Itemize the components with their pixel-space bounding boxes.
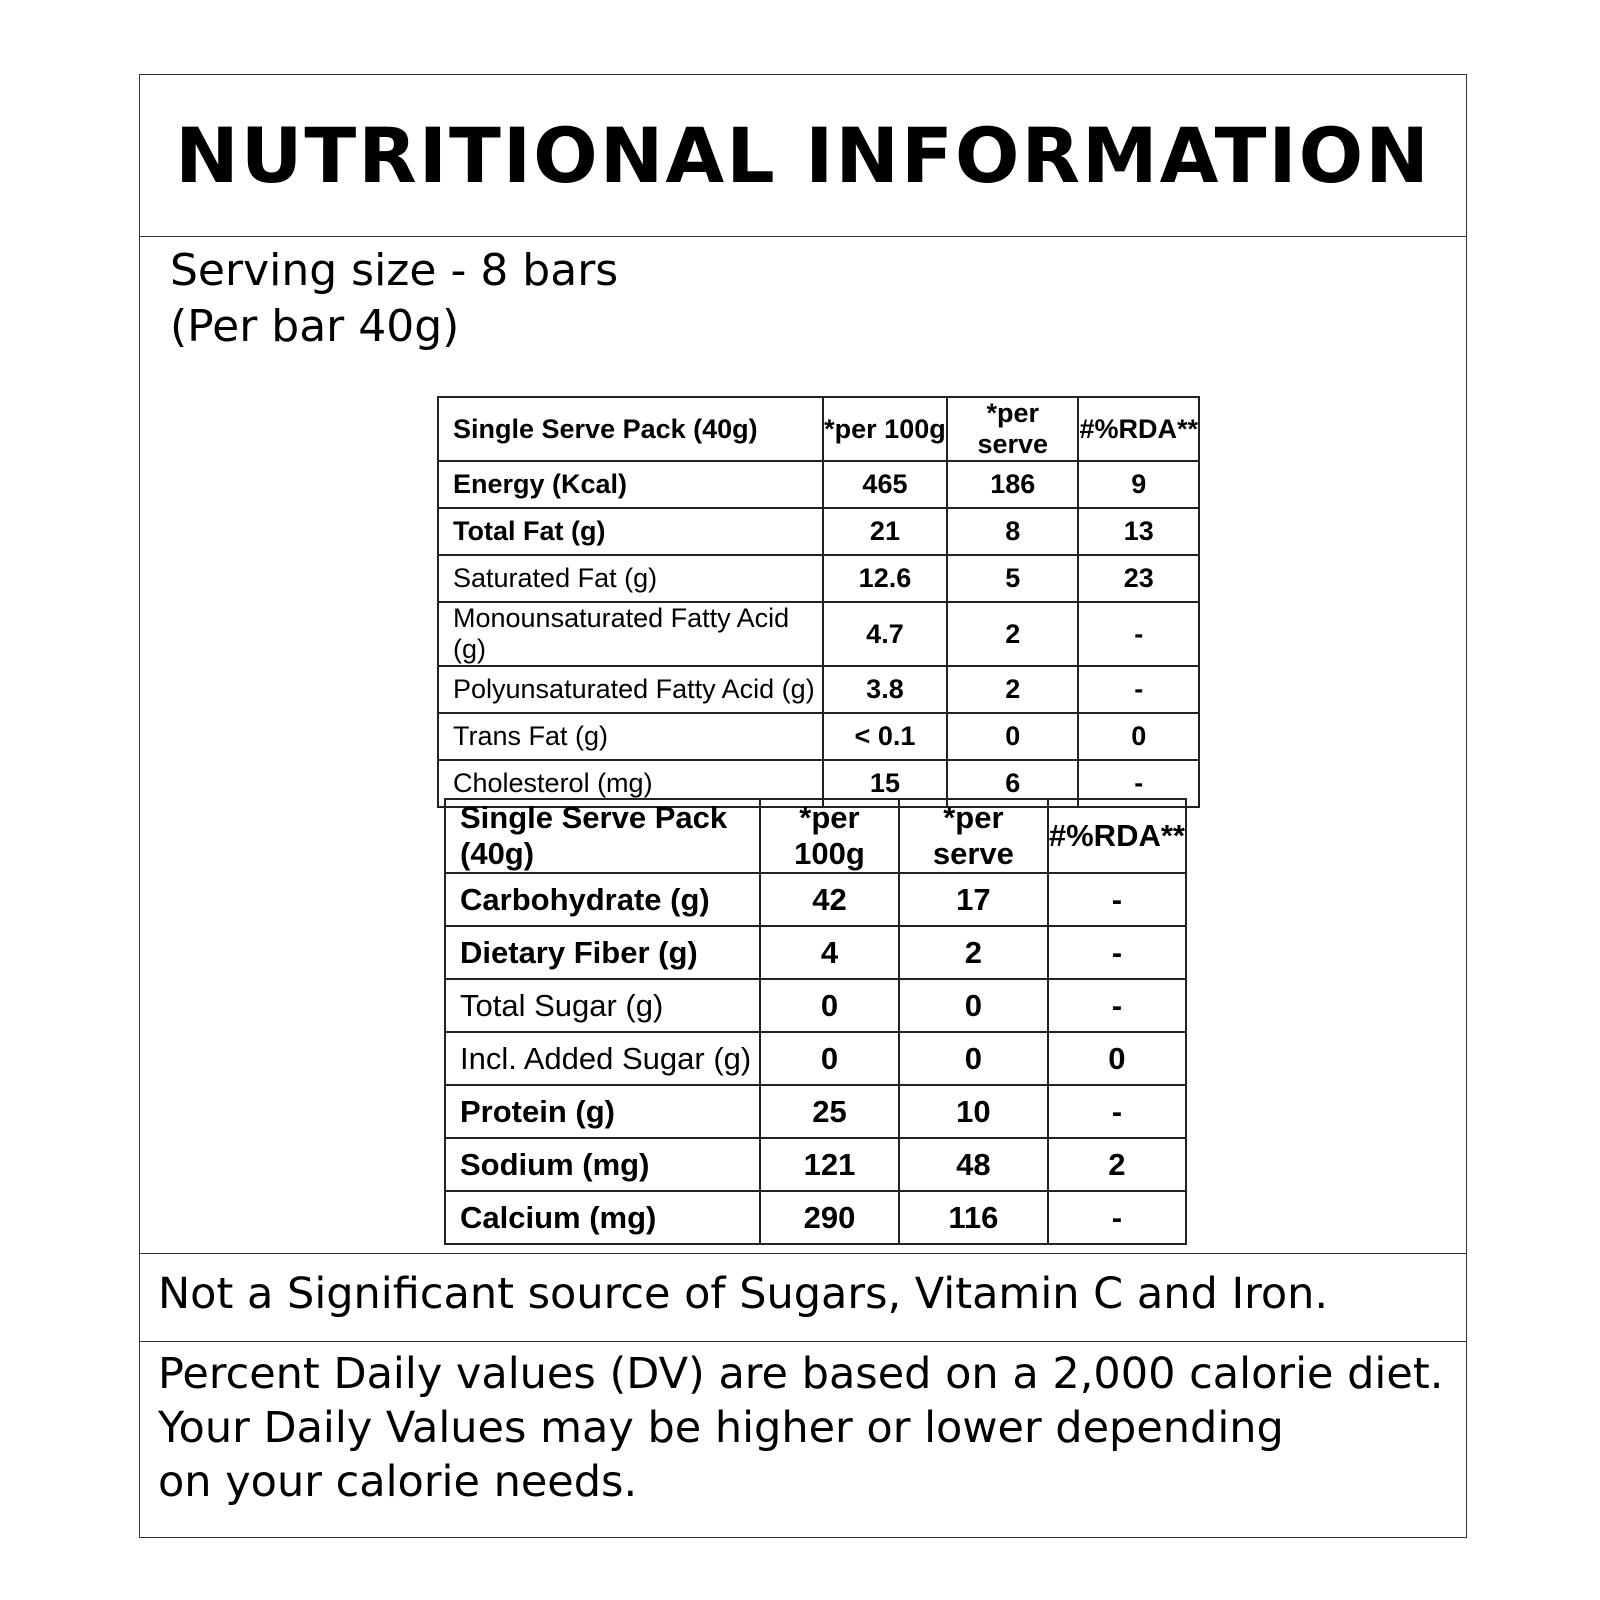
rda-value: - xyxy=(1048,873,1186,926)
divider xyxy=(140,236,1466,237)
per-bar-line: (Per bar 40g) xyxy=(170,301,460,352)
divider xyxy=(140,1253,1466,1254)
rda-value: 23 xyxy=(1078,555,1199,602)
per-100g-value: 290 xyxy=(760,1191,899,1244)
rda-value: 9 xyxy=(1078,461,1199,508)
nutrient-label: Monounsaturated Fatty Acid (g) xyxy=(438,602,823,666)
rda-value: 0 xyxy=(1078,713,1199,760)
per-100g-value: < 0.1 xyxy=(823,713,947,760)
per-serve-value: 0 xyxy=(899,979,1048,1032)
page-title: NUTRITIONAL INFORMATION xyxy=(175,111,1431,200)
rda-value: - xyxy=(1048,926,1186,979)
daily-value-line: on your calorie needs. xyxy=(158,1457,638,1507)
rda-value: 13 xyxy=(1078,508,1199,555)
per-serve-value: 5 xyxy=(947,555,1078,602)
daily-value-line: Your Daily Values may be higher or lower depending xyxy=(158,1403,1284,1453)
table-row xyxy=(438,602,1199,666)
daily-value-line: Percent Daily values (DV) are based on a 2,000 calorie diet. xyxy=(158,1349,1444,1399)
table-row xyxy=(438,666,1199,713)
nutrient-label: Sodium (mg) xyxy=(445,1138,760,1191)
fat-nutrition-table xyxy=(437,396,1200,808)
table-header-row xyxy=(445,799,1186,873)
column-header: *per serve xyxy=(899,799,1048,873)
rda-value: - xyxy=(1078,760,1199,807)
serving-size-line: Serving size - 8 bars xyxy=(170,245,619,296)
serving-size xyxy=(170,243,618,355)
column-header: Single Serve Pack (40g) xyxy=(438,397,823,461)
per-100g-value: 15 xyxy=(823,760,947,807)
nutrient-label: Saturated Fat (g) xyxy=(438,555,823,602)
per-100g-value: 4 xyxy=(760,926,899,979)
per-100g-value: 465 xyxy=(823,461,947,508)
per-serve-value: 48 xyxy=(899,1138,1048,1191)
column-header: #%RDA** xyxy=(1078,397,1199,461)
per-serve-value: 186 xyxy=(947,461,1078,508)
rda-value: - xyxy=(1048,1191,1186,1244)
column-header: *per serve xyxy=(947,397,1078,461)
per-serve-value: 8 xyxy=(947,508,1078,555)
per-serve-value: 2 xyxy=(899,926,1048,979)
table-row xyxy=(438,461,1199,508)
nutrient-label: Carbohydrate (g) xyxy=(445,873,760,926)
per-100g-value: 25 xyxy=(760,1085,899,1138)
carb-protein-nutrition-table xyxy=(444,798,1187,1245)
rda-value: - xyxy=(1048,979,1186,1032)
column-header: #%RDA** xyxy=(1048,799,1186,873)
nutrient-label: Dietary Fiber (g) xyxy=(445,926,760,979)
table-row xyxy=(445,873,1186,926)
per-serve-value: 0 xyxy=(899,1032,1048,1085)
column-header: Single Serve Pack (40g) xyxy=(445,799,760,873)
nutrient-label: Energy (Kcal) xyxy=(438,461,823,508)
column-header: *per 100g xyxy=(823,397,947,461)
per-100g-value: 3.8 xyxy=(823,666,947,713)
per-100g-value: 21 xyxy=(823,508,947,555)
table-row xyxy=(445,926,1186,979)
per-serve-value: 116 xyxy=(899,1191,1048,1244)
table-row xyxy=(445,1085,1186,1138)
divider xyxy=(140,1341,1466,1342)
table-row xyxy=(445,1138,1186,1191)
rda-value: - xyxy=(1078,602,1199,666)
per-100g-value: 0 xyxy=(760,979,899,1032)
nutrient-label: Calcium (mg) xyxy=(445,1191,760,1244)
table-row xyxy=(438,508,1199,555)
table-row xyxy=(445,979,1186,1032)
nutrient-label: Incl. Added Sugar (g) xyxy=(445,1032,760,1085)
table-row xyxy=(438,555,1199,602)
nutrient-label: Total Fat (g) xyxy=(438,508,823,555)
nutrient-label: Polyunsaturated Fatty Acid (g) xyxy=(438,666,823,713)
table-row xyxy=(445,1191,1186,1244)
rda-value: - xyxy=(1048,1085,1186,1138)
table-row xyxy=(445,1032,1186,1085)
daily-value-note xyxy=(158,1347,1443,1509)
nutrient-label: Cholesterol (mg) xyxy=(438,760,823,807)
per-100g-value: 12.6 xyxy=(823,555,947,602)
per-100g-value: 121 xyxy=(760,1138,899,1191)
per-serve-value: 2 xyxy=(947,602,1078,666)
per-serve-value: 6 xyxy=(947,760,1078,807)
per-100g-value: 42 xyxy=(760,873,899,926)
per-100g-value: 4.7 xyxy=(823,602,947,666)
rda-value: - xyxy=(1078,666,1199,713)
table-header-row xyxy=(438,397,1199,461)
per-serve-value: 2 xyxy=(947,666,1078,713)
per-serve-value: 0 xyxy=(947,713,1078,760)
rda-value: 2 xyxy=(1048,1138,1186,1191)
table-row xyxy=(438,713,1199,760)
nutrient-label: Total Sugar (g) xyxy=(445,979,760,1032)
nutrient-label: Protein (g) xyxy=(445,1085,760,1138)
per-100g-value: 0 xyxy=(760,1032,899,1085)
per-serve-value: 10 xyxy=(899,1085,1048,1138)
column-header: *per 100g xyxy=(760,799,899,873)
nutrient-label: Trans Fat (g) xyxy=(438,713,823,760)
significance-note: Not a Significant source of Sugars, Vitamin C and Iron. xyxy=(158,1269,1329,1319)
per-serve-value: 17 xyxy=(899,873,1048,926)
rda-value: 0 xyxy=(1048,1032,1186,1085)
